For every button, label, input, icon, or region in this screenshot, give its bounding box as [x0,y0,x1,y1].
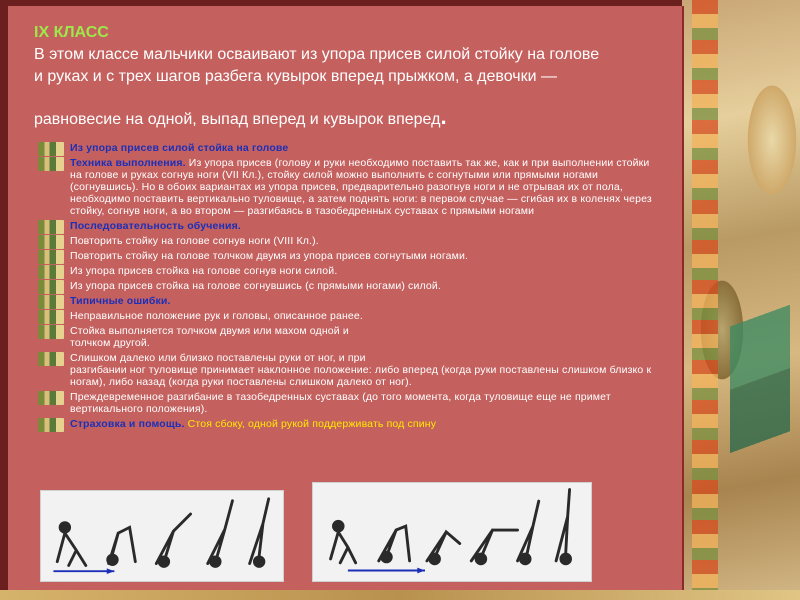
bullet-marker-icon [38,325,64,339]
item-title: Из упора присев силой стойка на голове [70,142,289,154]
technique-text: Из упора присев (голову и руки необходимо поставить так же, как и при выполнении стойки на голове и руках согнув ноги (VII Кл.), стойку силой можно выполнить с согнутыми или прямыми ногами (согнувшись). Но в обоих вариантах из упора присев, предварительно разогнув ноги и не отрывая их от пола, необходимо поставить вертикально туловище, а затем поднять ноги: в первом случае — сгибая их в коленях через стойку, согнув ноги, а во втором — разгибаясь в тазобедренных суставах с прямыми ногами [70,157,652,217]
bullet-marker-icon [38,157,64,171]
gymnast-figures-image [319,487,585,575]
list-item [38,250,662,262]
list-item-text: разгибании ног туловище принимает наклонное положение: либо вперед (когда руки поставлены слишком близко к ногам), либо назад (когда руки поставлены слишком далеко от ног). [70,364,652,388]
bullet-marker-icon [38,280,64,294]
list-item [38,325,662,349]
heading-period: . [440,104,447,129]
list-item [38,418,662,430]
illustration-headstand-sequence-1 [40,490,284,582]
bullet-marker-icon [38,391,64,405]
list-item-text: Преждевременное разгибание в тазобедренных суставах (до того момента, когда туловище еще не примет вертикального положения). [70,391,611,415]
bullet-marker-icon [38,295,64,309]
bullet-marker-icon [38,418,64,432]
content-list [38,142,662,433]
heading-line-3 [34,106,684,131]
list-item [38,295,662,307]
heading-gap [34,88,684,106]
list-item-text: Стойка выполняется толчком двумя или махом одной и [70,325,349,337]
list-item-text: толчком другой. [70,337,150,349]
bullet-marker-icon [38,265,64,279]
sequence-label: Последовательность обучения. [70,220,241,232]
list-item-text: Из упора присев стойка на голове согнувшись (с прямыми ногами) силой. [70,280,441,292]
safety-text: Стоя сбоку, одной рукой поддерживать под спину [184,418,437,430]
bullet-marker-icon [38,220,64,234]
decorative-border-bottom [0,590,800,600]
list-item-text: Неправильное положение рук и головы, описанное ранее. [70,310,363,322]
list-item [38,157,662,217]
bullet-marker-icon [38,250,64,264]
list-item [38,310,662,322]
safety-label: Страховка и помощь. [70,418,185,430]
slide [8,6,684,590]
gymnast-figures-image [47,495,277,575]
illustration-headstand-sequence-2 [312,482,592,582]
list-item [38,280,662,292]
class-title: IX КЛАСС [34,24,109,41]
list-item [38,391,662,415]
heading-line-1: В этом классе мальчики осваивают из упора присев силой стойку на голове [34,46,600,63]
bullet-marker-icon [38,235,64,249]
bullet-marker-icon [38,352,64,366]
heading-line-2: и руках и с трех шагов разбега кувырок вперед прыжком, а девочки — [34,68,557,85]
list-item [38,235,662,247]
list-item-text: Повторить стойку на голове согнув ноги (VIII Кл.). [70,235,319,247]
errors-label: Типичные ошибки. [70,295,171,307]
list-item [38,352,662,388]
bullet-marker-icon [38,310,64,324]
technique-label: Техника выполнения. [70,157,186,169]
list-item [38,220,662,232]
list-item-text: Слишком далеко или близко поставлены руки от ног, и при [70,352,366,364]
list-item [38,142,662,154]
bullet-marker-icon [38,142,64,156]
heading-line-3-text: равновесие на одной, выпад вперед и кувырок вперед [34,111,441,128]
list-item [38,265,662,277]
decorative-border-right [682,0,800,600]
slide-heading [34,22,684,131]
list-item-text: Из упора присев стойка на голове согнув ноги силой. [70,265,338,277]
list-item-text: Повторить стойку на голове толчком двумя из упора присев согнутыми ногами. [70,250,469,262]
